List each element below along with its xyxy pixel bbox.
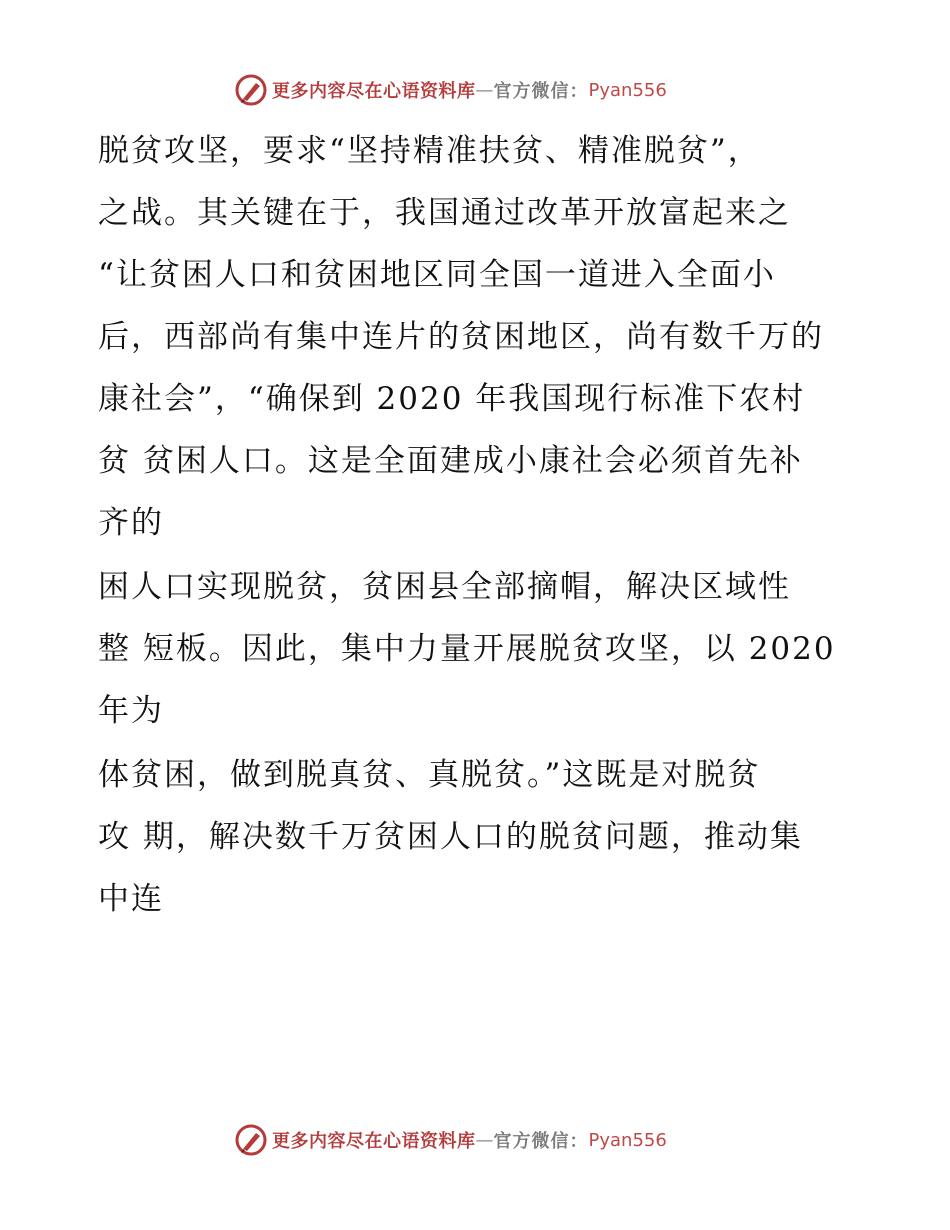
text-line: 康社会”，“确保到 2020 年我国现行标准下农村 [98,381,806,417]
text-line: 体贫困，做到脱真贫、真脱贫。”这既是对脱贫 [98,757,761,793]
text-line: 整 短板。因此，集中力量开展脱贫攻坚，以 2020 [98,631,836,667]
watermark-brand: 更多内容尽在心语资料库 [272,81,476,102]
watermark-dash: — [475,79,494,101]
footer-watermark [234,1120,667,1160]
text-line: 后，西部尚有集中连片的贫困地区，尚有数千万的 [98,319,824,355]
watermark-official: 官方微信： [493,81,589,102]
watermark-wechat-id: Pyan556 [588,79,667,101]
watermark-dash: — [475,1129,494,1151]
watermark-wechat-id: Pyan556 [588,1129,667,1151]
pen-logo-icon [234,73,268,107]
text-line: 之战。其关键在于，我国通过改革开放富起来之 [98,195,791,231]
text-line: 困人口实现脱贫，贫困县全部摘帽，解决区域性 [98,569,791,605]
text-line: 中连 [98,881,164,917]
header-watermark [234,70,667,110]
document-body [98,120,858,930]
text-line: 脱贫攻坚，要求“坚持精准扶贫、精准脱贫”， [98,133,761,169]
pen-logo-icon [234,1123,268,1157]
text-line: 贫 贫困人口。这是全面建成小康社会必须首先补 [98,443,803,479]
text-line: 齐的 [98,505,164,541]
watermark-brand: 更多内容尽在心语资料库 [272,1131,476,1152]
text-line: 年为 [98,693,164,729]
text-line: 攻 期，解决数千万贫困人口的脱贫问题，推动集 [98,819,803,855]
watermark-official: 官方微信： [493,1131,589,1152]
text-line: “让贫困人口和贫困地区同全国一道进入全面小 [98,257,776,293]
